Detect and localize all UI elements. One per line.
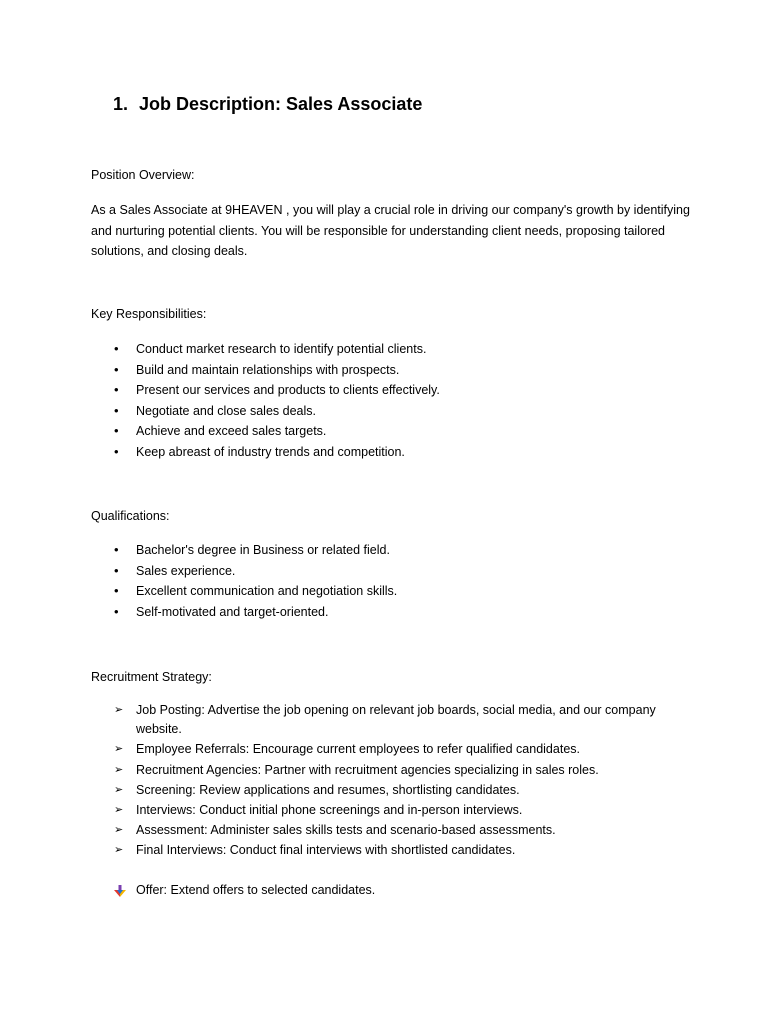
list-item: • Conduct market research to identify potential clients. (0, 339, 440, 360)
arrow-bullet-icon: ➢ (114, 783, 124, 796)
bullet-icon: • (114, 361, 119, 377)
bullet-icon: • (114, 562, 119, 578)
list-item: • Keep abreast of industry trends and competition. (0, 442, 440, 463)
qualifications-label: Qualifications: (91, 509, 170, 523)
bullet-icon: • (114, 382, 119, 397)
page-title (113, 94, 422, 115)
bullet-icon: • (114, 583, 119, 598)
offer-list (0, 880, 375, 901)
arrow-bullet-icon: ➢ (114, 763, 124, 776)
overview-paragraph: As a Sales Associate at 9HEAVEN , you will play a crucial role in driving our company's growth by identifying and nurturing potential clients. You will be responsible for understanding client needs, proposing tailored solutions, and closing deals. (91, 203, 690, 258)
list-item: • Bachelor's degree in Business or related field. (0, 540, 397, 561)
list-item: • Excellent communication and negotiation skills. (0, 581, 397, 602)
list-item: ➢ Screening: Review applications and resumes, shortlisting candidates. (0, 780, 676, 800)
heading-title: Job Description: Sales Associate (139, 94, 423, 114)
bullet-icon: • (114, 402, 119, 418)
bullet-icon: • (114, 341, 119, 356)
arrow-bullet-icon: ➢ (114, 843, 124, 856)
heading-number: 1. (113, 94, 129, 114)
list-item: • Present our services and products to clients effectively. (0, 380, 440, 401)
list-item: ➢ Final Interviews: Conduct final interviews with shortlisted candidates. (0, 840, 676, 860)
list-item: • Sales experience. (0, 561, 397, 582)
arrow-bullet-icon: ➢ (114, 743, 124, 755)
qualifications-list (0, 540, 397, 622)
list-item: ➢ Assessment: Administer sales skills tests and scenario-based assessments. (0, 820, 676, 840)
bullet-icon: • (114, 443, 119, 459)
recruitment-list (0, 701, 676, 860)
list-item: • Achieve and exceed sales targets. (0, 421, 440, 442)
list-item: ➢ Recruitment Agencies: Partner with recruitment agencies specializing in sales roles. (0, 760, 676, 780)
overview-label: Position Overview: (91, 168, 195, 182)
bullet-icon: • (114, 423, 119, 438)
arrow-bullet-icon: ➢ (114, 803, 124, 816)
list-item: • Build and maintain relationships with prospects. (0, 360, 440, 381)
bullet-icon: • (114, 603, 119, 619)
bullet-icon: • (114, 542, 119, 557)
arrow-bullet-icon: ➢ (114, 823, 124, 836)
responsibilities-list (0, 339, 440, 462)
list-item: ➢ Interviews: Conduct initial phone screenings and in-person interviews. (0, 800, 676, 820)
responsibilities-label: Key Responsibilities: (91, 307, 207, 321)
list-item: Offer: Extend offers to selected candidates. (0, 880, 375, 901)
colorful-arrow-icon (113, 884, 127, 898)
list-item: ➢ Job Posting: Advertise the job opening on relevant job boards, social media, and our company website. (114, 703, 656, 736)
list-item: • Negotiate and close sales deals. (0, 401, 440, 422)
arrow-bullet-icon: ➢ (114, 704, 124, 716)
recruitment-label: Recruitment Strategy: (91, 670, 212, 684)
list-item: • Self-motivated and target-oriented. (0, 602, 397, 623)
list-item: ➢ Employee Referrals: Encourage current employees to refer qualified candidates. (0, 739, 676, 760)
